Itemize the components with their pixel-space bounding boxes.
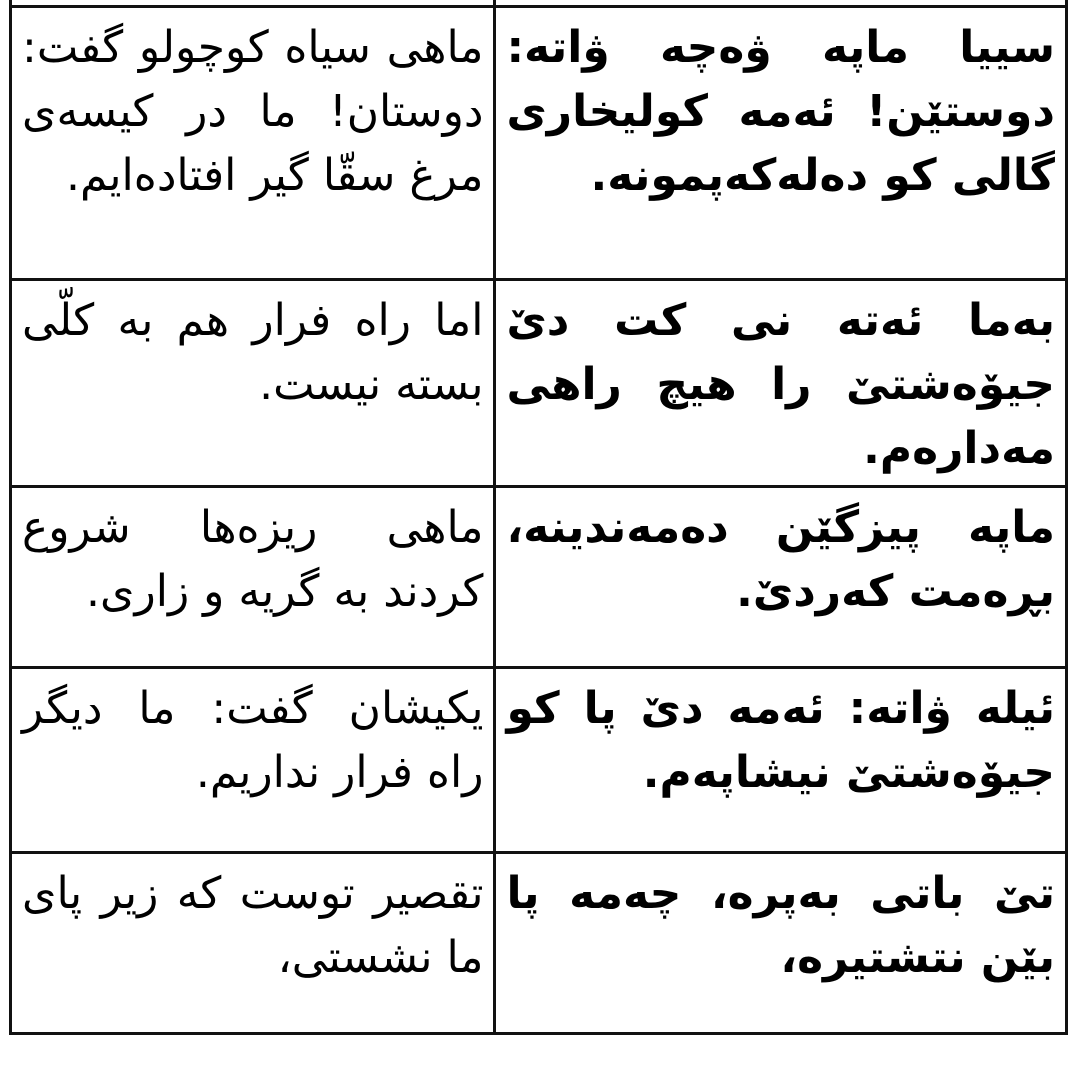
table-row (11, 853, 1067, 1034)
persian-cell: ماهی ریزه‌ها شروع کردند به گریه و زاری. (11, 487, 495, 668)
persian-cell: تقصیر توست که زیر پای ما نشستی، (11, 853, 495, 1034)
table-row (11, 7, 1067, 280)
bilingual-table (9, 0, 1068, 1035)
table-row (11, 487, 1067, 668)
persian-cell: اما راه فرار هم به کلّی بسته نیست. (11, 280, 495, 487)
table-row (11, 668, 1067, 853)
table-row (11, 280, 1067, 487)
persian-cell: یکیشان گفت: ما دیگر راه فرار نداریم. (11, 668, 495, 853)
persian-cell: ماهی سیاه کوچولو گفت: دوستان! ما در کیسه‌ی مرغ سقّا گیر افتاده‌ایم. (11, 7, 495, 280)
kurdish-cell: سییا ماپه ۋەچه ۋاته: دوستێن! ئەمه کولیخاری گالی کو دەلەکەپمونه. (495, 7, 1067, 280)
kurdish-cell: ئیله ۋاته: ئەمه دێ پا کو جیۆەشتێ نیشاپەم. (495, 668, 1067, 853)
kurdish-cell: بەما ئەته نی کت دێ جیۆەشتێ را هیچ راهی مەدارەم. (495, 280, 1067, 487)
kurdish-cell: ماپه پیزگێن دەمەندینه، بڕەمت کەردێ. (495, 487, 1067, 668)
kurdish-cell: تێ باتی بەپرە، چەمه پا بێن نتشتیرە، (495, 853, 1067, 1034)
